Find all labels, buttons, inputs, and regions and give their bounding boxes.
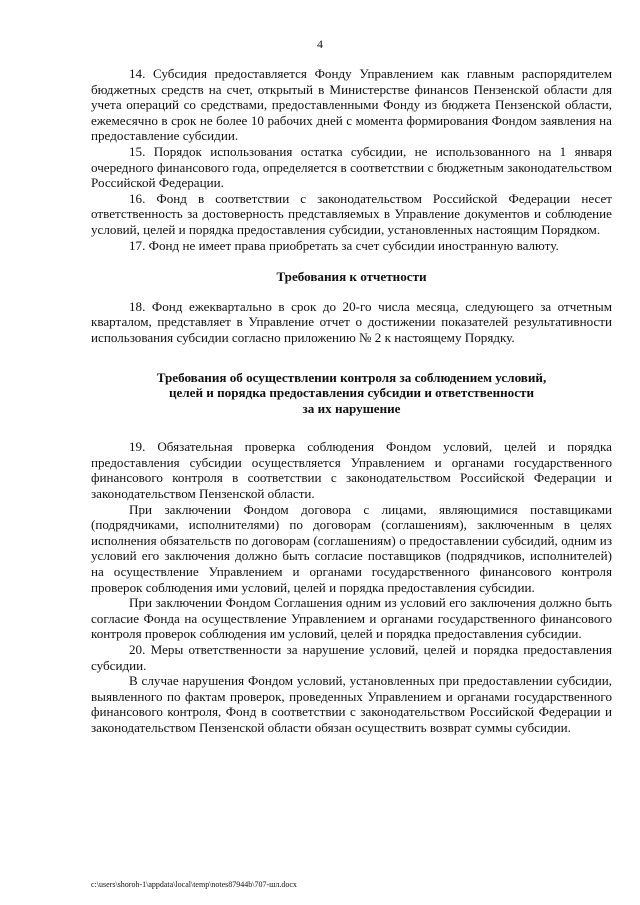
paragraph-agreement-consent: При заключении Фондом Соглашения одним из условий его заключения должно быть согласие Фонда на осуществление Управлением и органами государственного финансового контроля проверок соблюдения им условий, целей и порядка предоставления субсидии.: [91, 595, 612, 642]
paragraph-16: 16. Фонд в соответствии с законодательством Российской Федерации несет ответственность за достоверность представляемых в Управление документов и соблюдение условий, целей и порядка предоставления субсидии, установленных настоящим Порядком.: [91, 190, 612, 237]
heading-line: Требования об осуществлении контроля за соблюдением условий,: [156, 369, 547, 385]
paragraph-14: 14. Субсидия предоставляется Фонду Управлением как главным распорядителем бюджетных средств на счет, открытый в Министерстве финансов Пензенской области для учета операций со средствами, предоставленными Фонду из бюджета Пензенской области, ежемесячно в срок не более 10 рабочих дней с момента формирования Фондом заявления на предоставление субсидии.: [91, 66, 612, 144]
paragraph-18: 18. Фонд ежеквартально в срок до 20-го числа месяца, следующего за отчетным кварталом, представляет в Управление отчет о достижении показателей результативности использования субсидии согласно приложению № 2 к настоящему Порядку.: [91, 298, 612, 345]
heading-line: за их нарушение: [302, 400, 401, 416]
section-heading-reporting: Требования к отчетности: [276, 269, 427, 285]
footer-file-path: c:\users\shoroh-1\appdata\local\temp\notes87944b\707-шл.docx: [91, 880, 297, 889]
spacer: [91, 346, 612, 370]
heading-line: целей и порядка предоставления субсидии и ответственности: [168, 385, 535, 401]
paragraph-19: 19. Обязательная проверка соблюдения Фондом условий, целей и порядка предоставления субсидии осуществляется Управлением и органами государственного финансового контроля в соответствии с законодательством Российской Федерации и законодательством Пензенской области.: [91, 439, 612, 502]
paragraph-17: 17. Фонд не имеет права приобретать за счет субсидии иностранную валюту.: [129, 237, 559, 253]
section-heading-control: [91, 370, 612, 417]
paragraph-15: 15. Порядок использования остатка субсидии, не использованного на 1 января очередного финансового года, определяется в соответствии с бюджетным законодательством Российской Федерации.: [91, 143, 612, 191]
spacer: [91, 253, 612, 269]
page-number: 4: [317, 37, 323, 51]
spacer: [91, 416, 612, 439]
paragraph-refund: В случае нарушения Фондом условий, установленных при предоставлении субсидии, выявленного по фактам проверок, проведенных Управлением и органами государственного финансового контроля, Фонд в соответствии с законодательством Российской Федерации и законодательством Пензенской области обязан осуществить возврат суммы субсидии.: [91, 673, 612, 735]
document-body: [91, 66, 612, 736]
spacer: [91, 285, 612, 299]
paragraph-20: 20. Меры ответственности за нарушение условий, целей и порядка предоставления субсидии.: [91, 642, 612, 673]
paragraph-contract-consent: При заключении Фондом договора с лицами, являющимися поставщиками (подрядчиками, исполнителями) по договорам (соглашениям), заключенным в целях исполнения обязательств по договорам (соглашениям) о предоставлении субсидий, одним из условий его заключения должно быть согласие поставщиков (подрядчиков, исполнителей) на осуществление Управлением и органами государственного финансового контроля проверок соблюдения ими условий, целей и порядка предоставления субсидии.: [91, 501, 612, 595]
